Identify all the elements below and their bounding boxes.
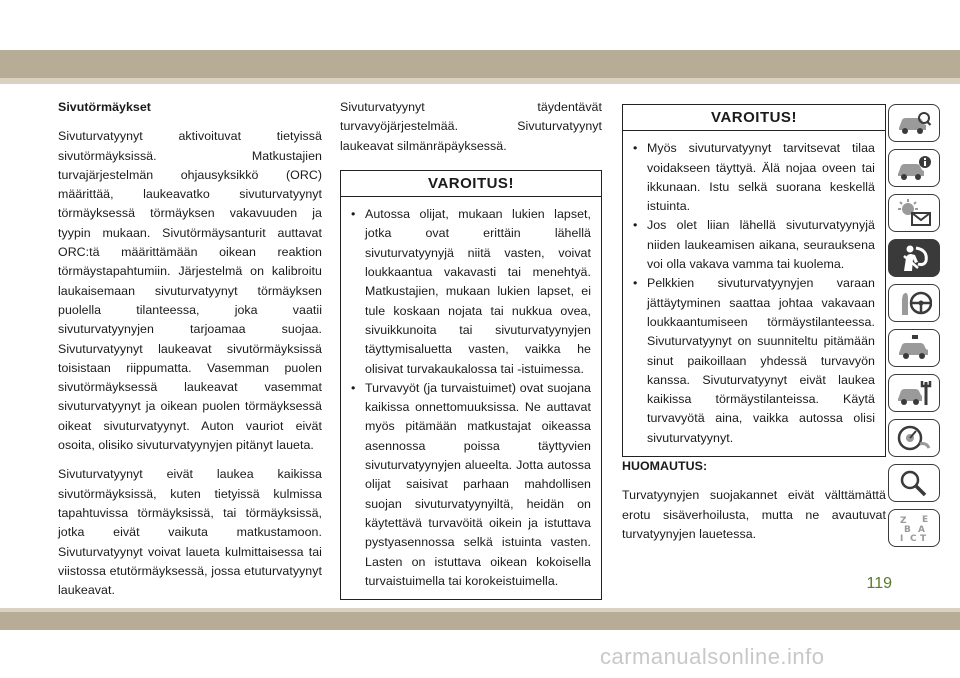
index-letter: T (920, 534, 927, 542)
note-title: HUOMAUTUS: (622, 459, 708, 474)
tab-vehicle-info[interactable] (888, 149, 940, 187)
index-letter: C (910, 534, 917, 542)
tab-getting-to-know-vehicle[interactable] (888, 104, 940, 142)
warning-item: • Autossa olijat, mukaan lukien lapset, jotka ovat erittäin lähellä sivuturvatyynyjä niitä vasten, voivat loukkaantua vakavasti tai menehtyä. Matkustajien, mukaan lukien lapset, ei tule koskaan nojata tai nukkua ovea, sivuikkunoita tai sivuturvatyynyjen täyttymisaluetta vasten, vaikka he olisivat turvakaukalossa tai -istuimessa. (351, 205, 591, 379)
tab-search[interactable] (888, 464, 940, 502)
warning-item: • Myös sivuturvatyynyt tarvitsevat tilaa voidakseen täyttyä. Älä nojaa oveen tai ikkunaan. Istu selkä suorana keskellä istuinta. (633, 139, 875, 216)
page-number: 119 (866, 575, 892, 592)
top-margin (0, 0, 960, 50)
warning-title: VAROITUS! (623, 105, 885, 131)
chapter-tabs (888, 104, 948, 554)
warning-item: • Pelkkien sivuturvatyynyjen varaan jättäytyminen saattaa johtaa vakavaan loukkaantumiseen törmäystilanteessa. Sivuturvatyynyt on suunniteltu pitämään sinut paikoillaan yhdessä turvavyön kanssa. Sivuturvatyynyt eivät laukea kaikissa törmäystilanteissa. Käytä turvavyötä aina, vaikka autossa olisi sivuturvatyynyt. (633, 274, 875, 448)
index-letter: A (918, 525, 925, 535)
column-3 (622, 104, 886, 554)
specifications-icon (896, 424, 932, 452)
paragraph: Sivuturvatyynyt aktivoituvat tietyissä sivutörmäyksissä. Matkustajien turvajärjestelmän ohjausyksikkö (ORC) määrittää, laukeavatko sivuturvatyynyt törmäyksessä törmäyksen vakavuuden ja tyypin mukaan. Sivutörmäysanturit auttavat ORC:tä määrittämään oikean reaktion törmäystapahtumiin. Järjestelmä on kalibroitu laukaisemaan sivuturvatyynyt törmäyksen puolella tilanteessa, joka vaatii sivuturvatyynyjen tarjoamaa suojaa. Sivuturvatyynyt laukeavat sivutörmäyksissä toisistaan riippumatta. Vasemman puolen sivutörmäyksessä laukeavat vasemmat sivuturvatyynyt ja oikean puolen törmäyksessä oikeat sivuturvatyynyt. Auton vauriot eivät osoita, olisiko sivuturvatyynyjen pitänyt laueta. (58, 129, 322, 453)
paragraph: Sivuturvatyynyt eivät laukea kaikissa sivutörmäyksissä, kuten tietyissä kulmissa tapahtuvissa törmäyksissä, tai törmäyksissä, jotka eivät vaikuta matkustamoon. Sivuturvatyynyt voivat laueta kulmittaisessa tai viistossa etutörmäyksessä, jossa etuturvatyynyt laukeavat. (58, 467, 322, 598)
index-letter: B (904, 525, 911, 535)
warning-list (341, 197, 601, 599)
warning-list (623, 131, 885, 456)
footer-band (0, 612, 960, 630)
warning-item: • Turvavyöt (ja turvaistuimet) ovat suojana kaikissa onnettomuuksissa. Ne auttavat myös pitämään matkustajat oikeassa asennossa poissa täyttyvien sivuturvatyynyjen alueelta. Jotta autossa olijat saisivat parhaan mahdollisen suojan sivuturvatyynyiltä, heidän on käytettävä turvavöitä oikein ja istuttava pystyasennossa selkä istuinta vasten. Lasten on istuttava oikean kokoisella turvaistuimella tai korokeistuimella. (351, 379, 591, 591)
warning-box (340, 170, 602, 600)
tab-warning-lights[interactable] (888, 194, 940, 232)
column-1 (58, 98, 322, 610)
index-letter: E (922, 515, 929, 525)
column-2 (340, 98, 602, 600)
tab-safety[interactable] (888, 239, 940, 277)
warning-box (622, 104, 886, 457)
section-heading: Sivutörmäykset (58, 100, 151, 114)
airbag-safety-icon (896, 244, 932, 272)
paragraph: Sivuturvatyynyt täydentävät turvavyöjärjestelmää. Sivuturvatyynyt laukeavat silmänräpäyksessä. (340, 100, 602, 153)
header-band-light (0, 78, 960, 84)
car-emergency-icon (896, 334, 932, 362)
note-text: Turvatyynyjen suojakannet eivät välttämättä erotu sisäverhoilusta, mutta ne avautuvat turvatyynyjen lauetessa. (622, 488, 886, 541)
car-info-icon (896, 154, 932, 182)
watermark: carmanualsonline.info (600, 644, 825, 669)
warning-title: VAROITUS! (341, 171, 601, 197)
warning-item: • Jos olet liian lähellä sivuturvatyynyjä niiden laukeamisen aikana, seurauksena voi olla vakava vamma tai kuolema. (633, 216, 875, 274)
warning-lights-message-icon (896, 199, 932, 227)
start-driving-icon (896, 289, 932, 317)
car-search-icon (896, 109, 932, 137)
index-alphabet-icon (896, 514, 932, 542)
header-band (0, 50, 960, 78)
index-letter: Z (900, 516, 907, 526)
tab-servicing-maintenance[interactable] (888, 374, 940, 412)
car-service-wrench-icon (896, 379, 932, 407)
tab-in-case-of-emergency[interactable] (888, 329, 940, 367)
tab-index[interactable] (888, 509, 940, 547)
index-letter: I (900, 534, 904, 542)
tab-technical-specifications[interactable] (888, 419, 940, 457)
tab-starting-operating[interactable] (888, 284, 940, 322)
search-icon (896, 469, 932, 497)
